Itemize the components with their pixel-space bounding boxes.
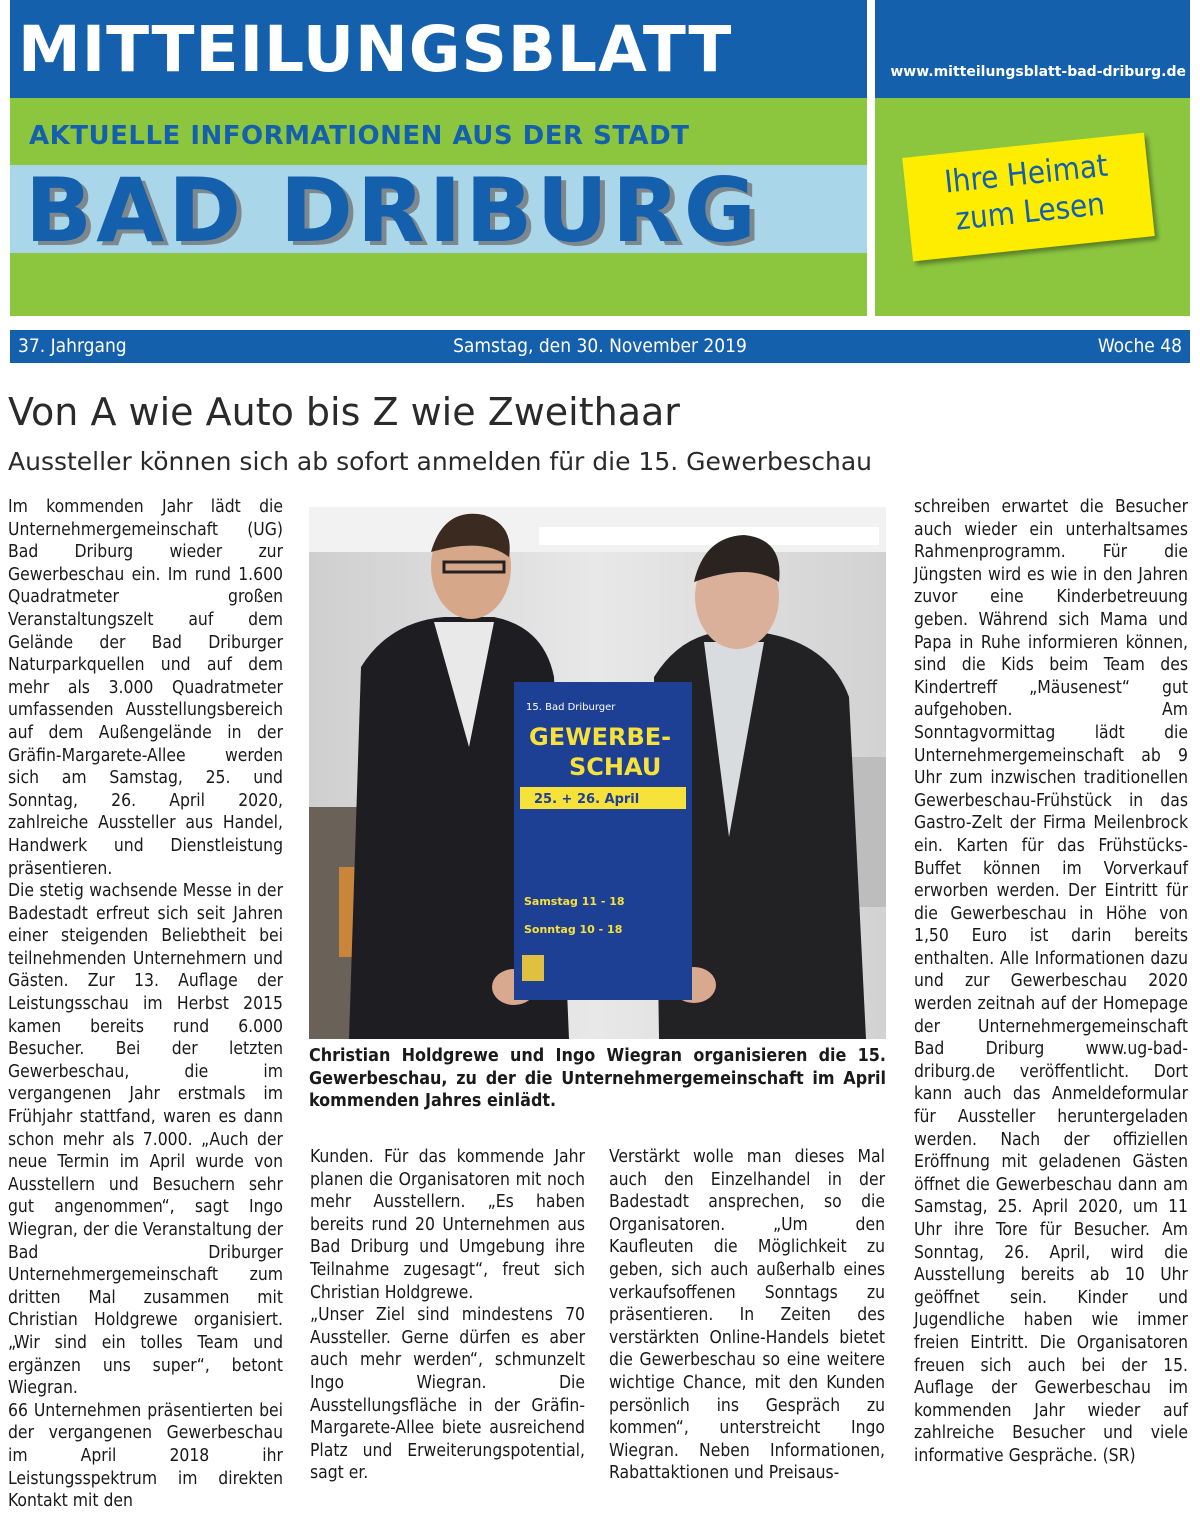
paragraph: schreiben erwartet die Besucher auch wieder ein unterhaltsames Rahmenprogramm. Für die Jüngsten wird es wie in den Jahren zuvor eine Kinderbetreuung geben. Während sich Mama und Papa in Ruhe informieren können, sind die Kids beim Team des Kindertreff „Mäusenest“ gut aufgehoben. Am Sonntagvormittag lädt die Unternehmergemeinschaft ab 9 Uhr zum inzwischen traditionellen Gewerbeschau-Frühstück in das Gastro-Zelt der Firma Meilenbrock ein. Karten für das Frühstücks-Buffet können im Vorverkauf erworben werden. Der Eintritt für die Gewerbeschau in Höhe von 1,50 Euro ist darin bereits enthalten. Alle Informationen dazu und zur Gewerbeschau 2020 werden zeitnah auf der Homepage der Unternehmergemeinschaft Bad Driburg www.ug-bad-driburg.de veröffentlicht. Dort kann auch das Anmeldeformular für Aussteller heruntergeladen werden. Nach der offiziellen Eröffnung mit geladenen Gästen öffnet die Gewerbeschau dann am Samstag, 25. April 2020, um 11 Uhr ihre Tore für Besucher. Am Sonntag, 26. April, wird die Ausstellung bereits ab 10 Uhr geöffnet sein. Kinder und Jugendliche haben wie immer freien Eintritt. Die Organisatoren freuen sich auch bei der 15. Auflage der Gewerbeschau im kommenden Jahr wieder auf zahlreiche Besucher und viele informative Gespräche. (SR) [914,497,1188,1466]
poster-day-2: Sonntag 10 - 18 [524,923,623,936]
issue-info-bar [10,330,1190,363]
issue-week: Woche 48 [1097,335,1182,357]
website-url[interactable]: www.mitteilungsblatt-bad-driburg.de [890,64,1186,80]
article-subheadline: Aussteller können sich ab sofort anmelden für die 15. Gewerbeschau [8,447,873,476]
paragraph: Kunden. Für das kommende Jahr planen die Organisatoren mit noch mehr Ausstellern. „Es haben bereits rund 20 Unternehmen aus Bad Driburg und Umgebung ihre Teilnahme zugesagt“, freut sich Christian Holdgrewe. [310,1147,585,1303]
slogan-line-1: Ihre Heimat [942,147,1110,201]
poster-line-2: GEWERBE- [529,723,672,751]
paragraph: Im kommenden Jahr lädt die Unternehmergemeinschaft (UG) Bad Driburg wieder zur Gewerbeschau ein. Im rund 1.600 Quadratmeter großen Veranstaltungszelt auf dem Gelände der Bad Driburger Naturparkquellen und auf dem mehr als 3.000 Quadratmeter umfassenden Ausstellungsbereich auf dem Außengelände in der Gräfin-Margarete-Allee werden sich am Samstag, 25. und Sonntag, 26. April 2020, zahlreiche Aussteller aus Handel, Handwerk und Dienstleistung präsentieren. [8,497,283,879]
article-column-1 [8,496,283,1513]
article-photo [309,507,886,1039]
article-column-3 [609,1146,885,1485]
poster-day-1: Samstag 11 - 18 [524,895,625,908]
paragraph: Die stetig wachsende Messe in der Badestadt erfreut sich seit Jahren einer steigenden Beliebtheit bei teilnehmenden Unternehmern und Gästen. Zur 13. Auflage der Leistungsschau im Herbst 2015 kamen bereits rund 6.000 Besucher. Bei der letzten Gewerbeschau, die im vergangenen Jahr erstmals im Frühjahr stattfand, waren es dann schon mehr als 7.000. „Auch der neue Termin im April wurde von Ausstellern und Besuchern sehr gut angenommen“, sagt Ingo Wiegran, der die Veranstaltung der Bad Driburger Unternehmergemeinschaft zum dritten Mal zusammen mit Christian Holdgrewe organisiert. „Wir sind ein tolles Team und ergänzen uns super“, betont Wiegran. [8,881,283,1399]
poster-line-1: 15. Bad Driburger [526,702,616,713]
paragraph: 66 Unternehmen präsentierten bei der vergangenen Gewerbeschau im April 2018 ihr Leistungsspektrum im direkten Kontakt mit den [8,1400,283,1512]
issue-volume: 37. Jahrgang [18,335,127,357]
paragraph: „Unser Ziel sind mindestens 70 Aussteller. Gerne dürfen es aber auch mehr werden“, schmunzelt Ingo Wiegran. Die Ausstellungsfläche in der Gräfin-Margarete-Allee biete ausreichend Platz und Erweiterungspotential, sagt er. [310,1305,585,1484]
slogan-line-2: zum Lesen [953,186,1107,238]
article-headline: Von A wie Auto bis Z wie Zweithaar [8,390,680,434]
poster-dates: 25. + 26. April [534,792,640,807]
article-column-4 [914,496,1188,1468]
city-name: BAD DRIBURG [25,159,760,262]
newspaper-subtitle: AKTUELLE INFORMATIONEN AUS DER STADT [29,121,690,151]
newspaper-title: MITTEILUNGSBLATT [18,13,733,86]
photo-caption: Christian Holdgrewe und Ingo Wiegran organisieren die 15. Gewerbeschau, zu der die Unternehmergemeinschaft im April kommenden Jahres einlädt. [309,1045,886,1112]
article-column-2 [310,1146,585,1485]
poster-line-3: SCHAU [569,753,662,781]
paragraph: Verstärkt wolle man dieses Mal auch den Einzelhandel in der Badestadt ansprechen, so die Organisatoren. „Um den Kaufleuten die Möglichkeit zu geben, sich auch außerhalb eines verkaufsoffenen Sonntags zu präsentieren. In Zeiten des verstärkten Online-Handels bietet die Gewerbeschau so eine weitere wichtige Chance, mit den Kunden persönlich ins Gespräch zu kommen“, unterstreicht Ingo Wiegran. Neben Informationen, Rabattaktionen und Preisaus- [609,1147,885,1484]
issue-date: Samstag, den 30. November 2019 [453,335,747,357]
